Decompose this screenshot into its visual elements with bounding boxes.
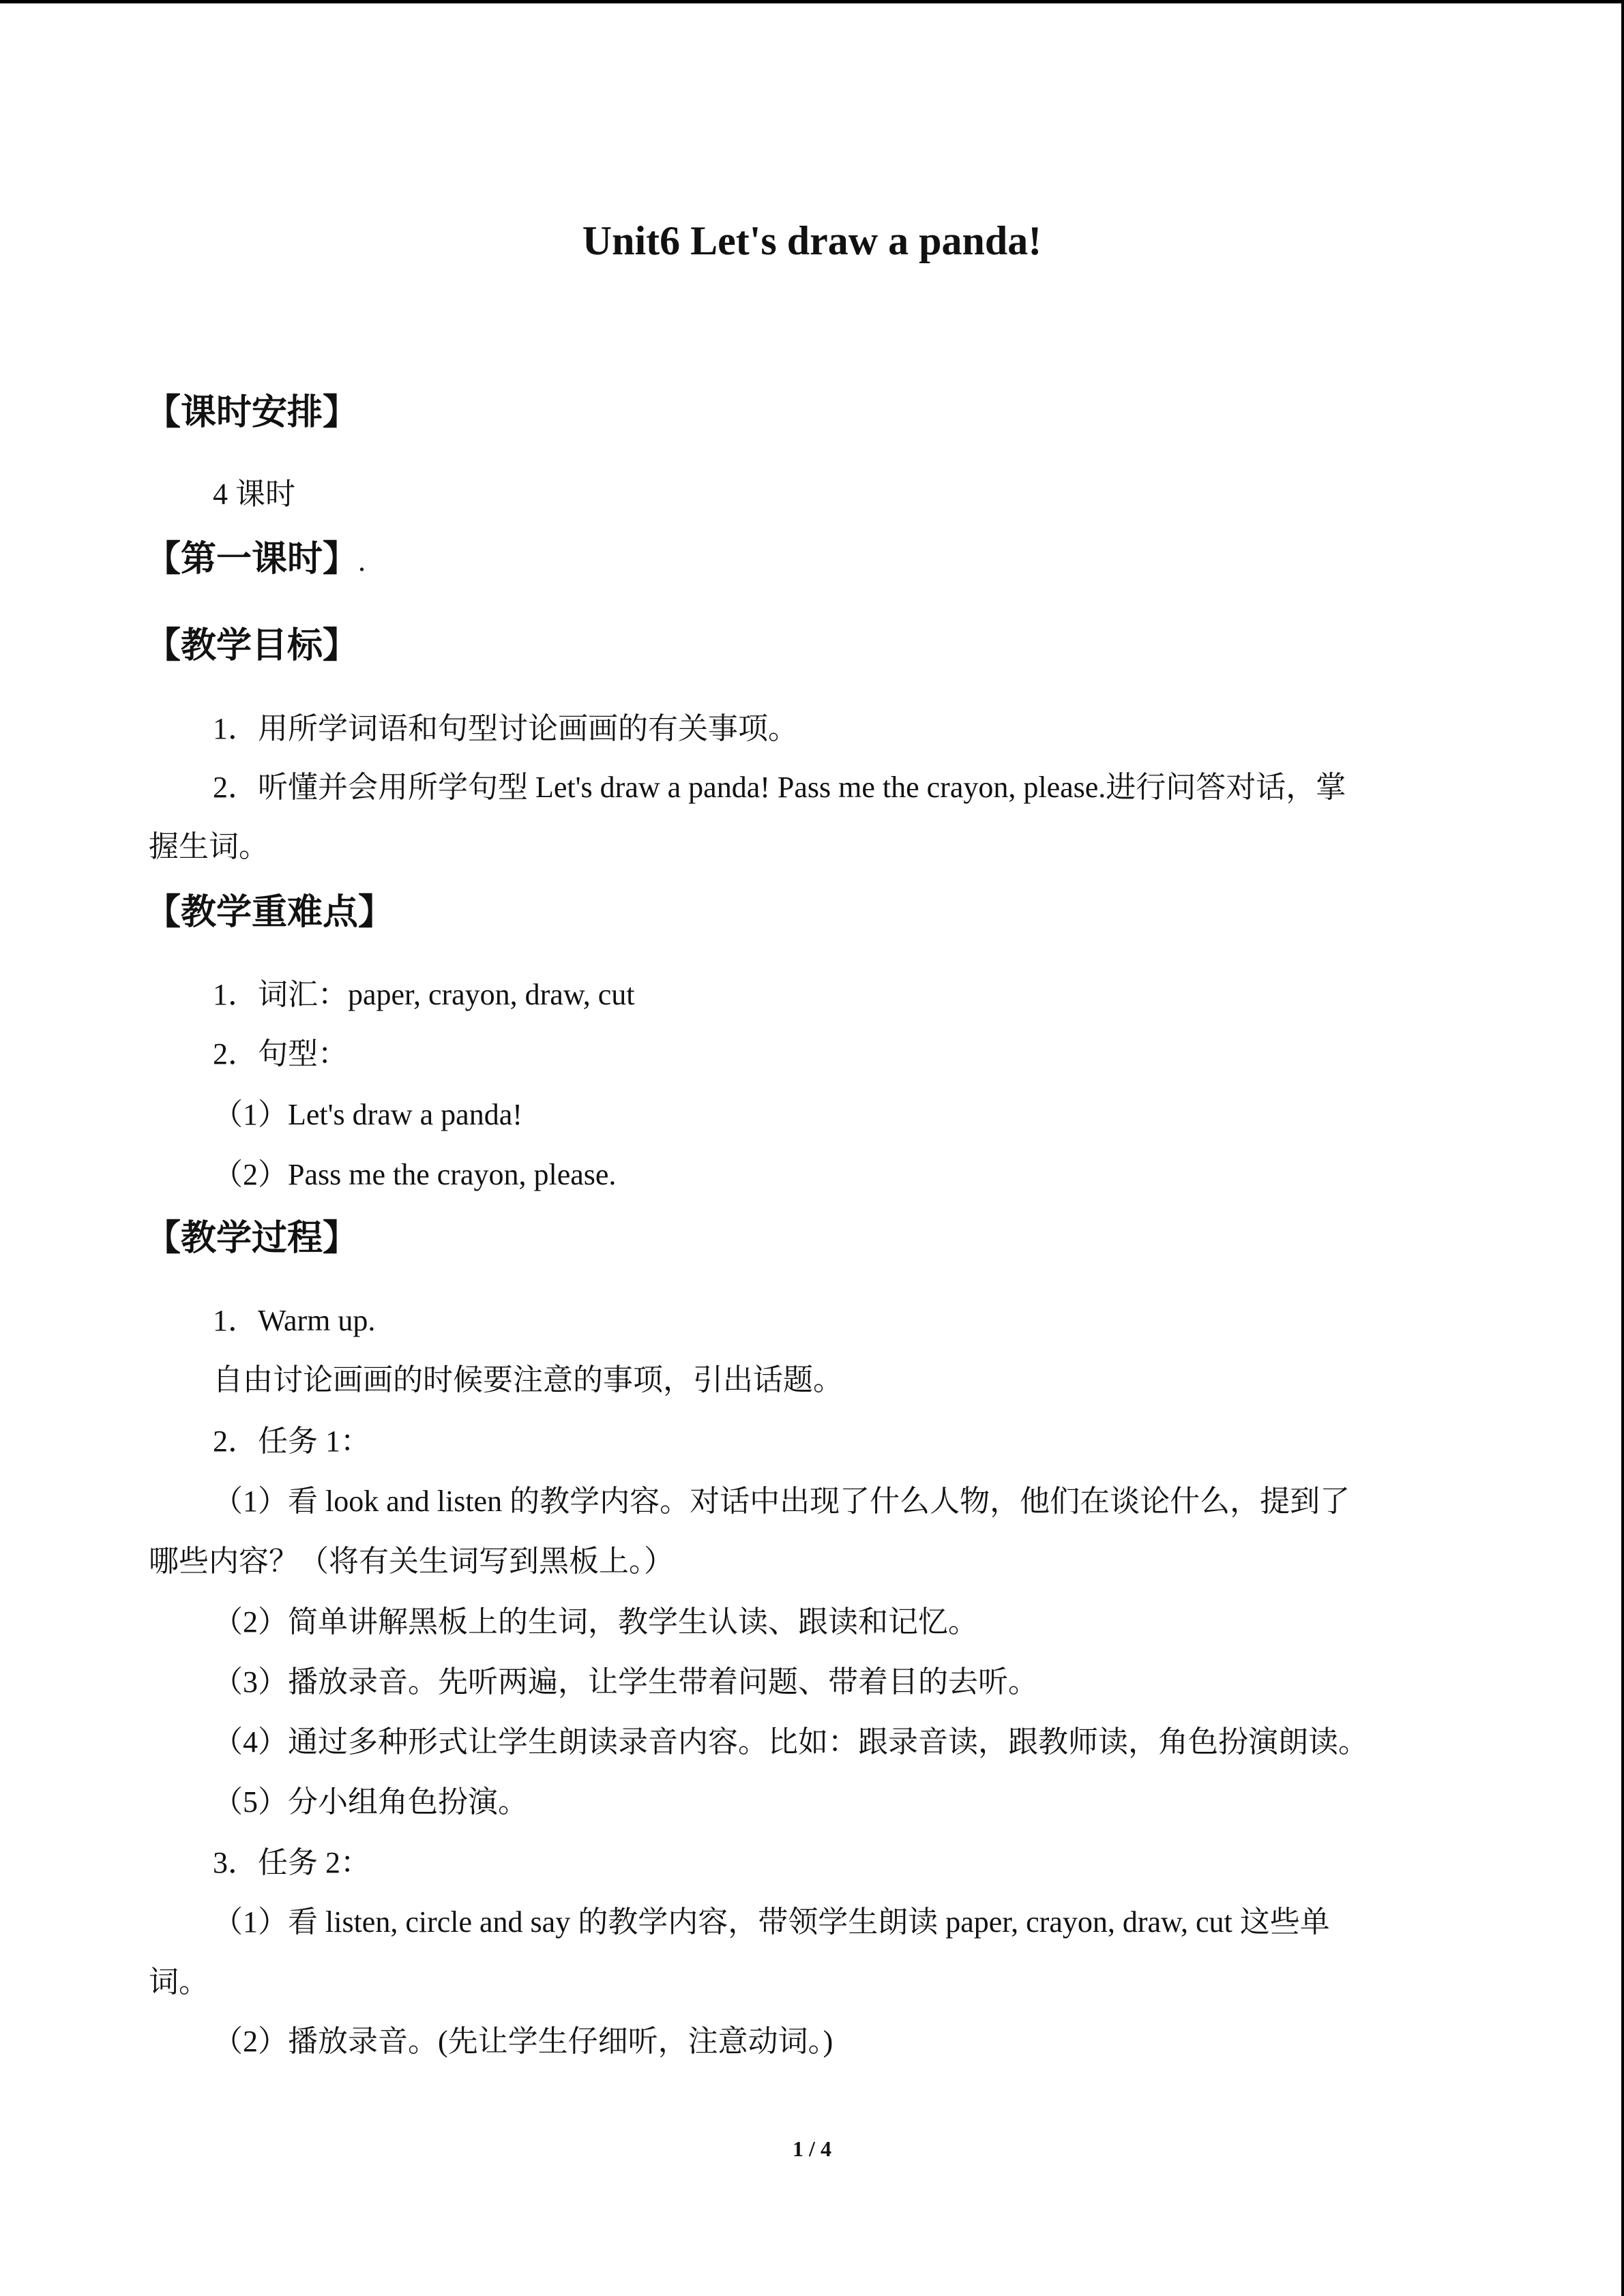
process-item: （2）简单讲解黑板上的生词，教学生认读、跟读和记忆。 (213, 1605, 978, 1639)
page-border-right (1621, 0, 1624, 2296)
schedule-text: 4 课时 (213, 477, 295, 511)
heading-objectives: 【教学目标】 (145, 627, 359, 666)
process-item: 词。 (149, 1965, 209, 1999)
heading-process: 【教学过程】 (145, 1219, 359, 1258)
process-item: 哪些内容？（将有关生词写到黑板上。） (149, 1545, 674, 1578)
process-item: 3．任务 2： (213, 1846, 370, 1879)
process-item: 1．Warm up. (213, 1304, 376, 1337)
page-number: 1 / 4 (793, 2136, 831, 2161)
heading-lesson1-suffix: . (358, 544, 366, 578)
process-item: （3）播放录音。先听两遍，让学生带着问题、带着目的去听。 (213, 1665, 1038, 1699)
process-item: （5）分小组角色扮演。 (213, 1785, 528, 1819)
key-point-pattern-1: （1）Let's draw a panda! (213, 1098, 522, 1131)
objective-item-1: 1．用所学词语和句型讨论画画的有关事项。 (213, 712, 798, 745)
key-point-pattern-2: （2）Pass me the crayon, please. (213, 1158, 617, 1191)
process-item: （2）播放录音。(先让学生仔细听，注意动词。) (213, 2025, 833, 2058)
heading-lesson1 (145, 542, 366, 578)
process-item: （1）看 look and listen 的教学内容。对话中出现了什么人物，他们在谈论什么，提到了 (213, 1485, 1350, 1518)
process-item: （4）通过多种形式让学生朗读录音内容。比如：跟录音读，跟教师读，角色扮演朗读。 (213, 1725, 1368, 1759)
page-border-top (0, 0, 1624, 3)
heading-schedule: 【课时安排】 (145, 393, 359, 432)
document-title: Unit6 Let's draw a panda! (582, 218, 1042, 263)
heading-lesson1-label: 【第一课时】 (145, 540, 359, 579)
objective-item-2-cont: 握生词。 (149, 830, 269, 863)
objective-item-2: 2．听懂并会用所学句型 Let's draw a panda! Pass me the crayon, please.进行问答对话，掌 (213, 771, 1346, 804)
key-point-vocab: 1．词汇：paper, crayon, draw, cut (213, 978, 635, 1011)
process-item: 2．任务 1： (213, 1425, 370, 1458)
heading-key-points: 【教学重难点】 (145, 893, 394, 932)
process-item: （1）看 listen, circle and say 的教学内容，带领学生朗读 paper, crayon, draw, cut 这些单 (213, 1905, 1330, 1939)
process-item: 自由讨论画画的时候要注意的事项，引出话题。 (213, 1363, 843, 1397)
key-point-pattern: 2．句型： (213, 1037, 348, 1071)
